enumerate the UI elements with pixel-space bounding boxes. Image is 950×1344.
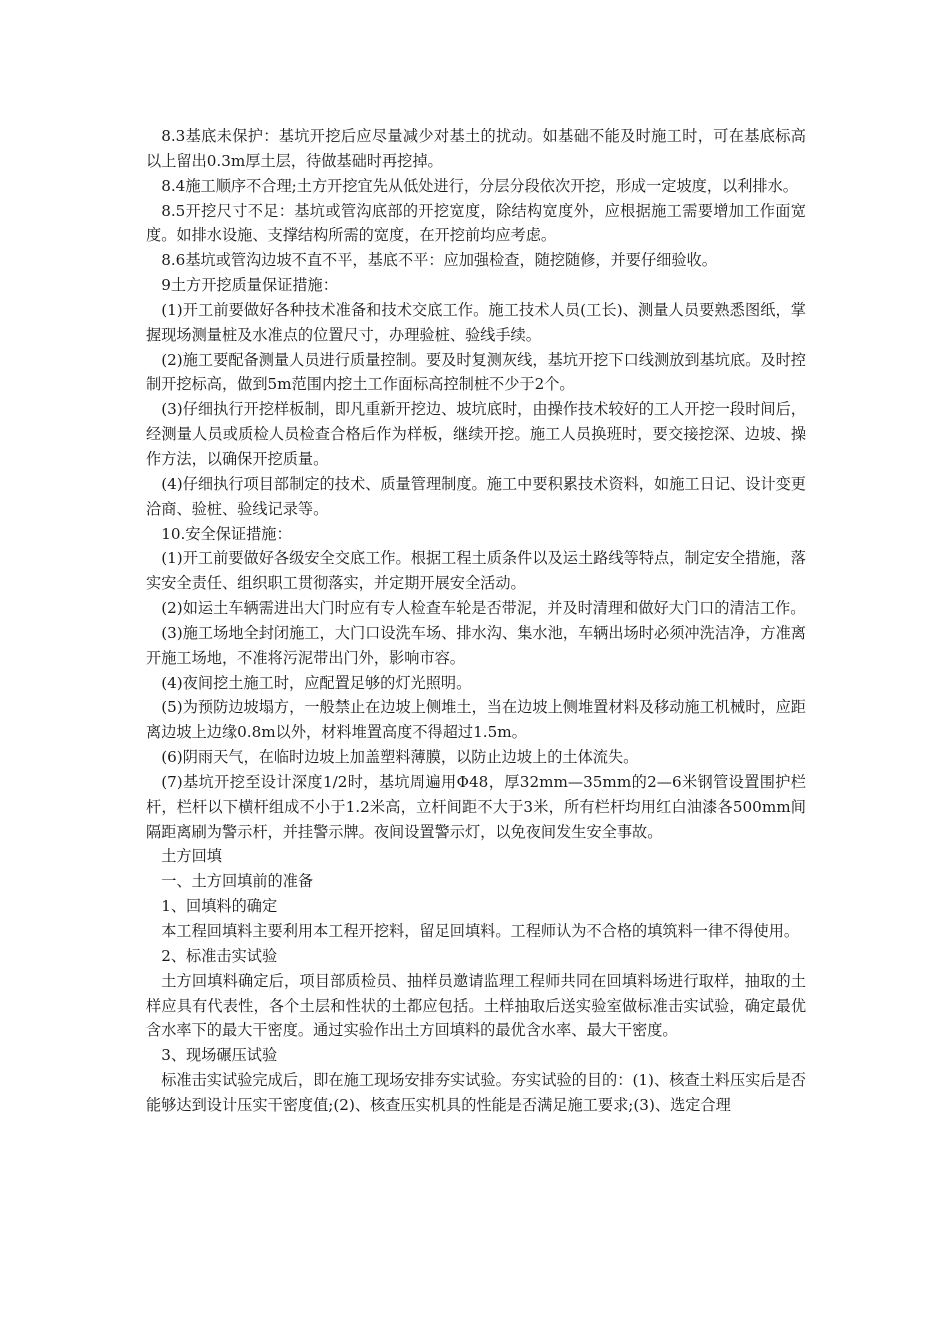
document-body <box>146 124 806 1118</box>
paragraph: (4)仔细执行项目部制定的技术、质量管理制度。施工中要积累技术资料，如施工日记、设计变更洽商、验桩、验线记录等。 <box>146 474 806 518</box>
subsection-heading: 1、回填料的确定 <box>161 897 278 916</box>
subsection-heading: 2、标准击实试验 <box>161 946 278 965</box>
paragraph: 8.4施工顺序不合理;土方开挖宜先从低处进行，分层分段依次开挖，形成一定坡度，以利排水。 <box>161 176 798 195</box>
section-heading: 9土方开挖质量保证措施： <box>161 276 338 295</box>
section-heading: 一、土方回填前的准备 <box>161 872 314 891</box>
paragraph: 标准击实试验完成后，即在施工现场安排夯实试验。夯实试验的目的：(1)、核查土料压实后是否能够达到设计压实干密度值;(2)、核查压实机具的性能是否满足施工要求;(3)、选定合理 <box>146 1071 806 1114</box>
paragraph: (5)为预防边坡塌方，一般禁止在边坡上侧堆土，当在边坡上侧堆置材料及移动施工机械时，应距离边坡上边缘0.8m以外，材料堆置高度不得超过1.5m。 <box>146 698 806 742</box>
paragraph: 土方回填料确定后，项目部质检员、抽样员邀请监理工程师共同在回填料场进行取样，抽取的土样应具有代表性，各个土层和性状的土都应包括。土样抽取后送实验室做标准击实试验，确定最优含水率下的最大干密度。通过实验作出土方回填料的最优含水率、最大干密度。 <box>146 971 806 1040</box>
paragraph: 8.5开挖尺寸不足：基坑或管沟底部的开挖宽度，除结构宽度外，应根据施工需要增加工作面宽度。如排水设施、支撑结构所需的宽度，在开挖前均应考虑。 <box>146 201 806 245</box>
paragraph: (3)施工场地全封闭施工，大门口设洗车场、排水沟、集水池，车辆出场时必须冲洗洁净，方准离开施工场地，不准将污泥带出门外，影响市容。 <box>146 623 806 667</box>
paragraph: (4)夜间挖土施工时，应配置足够的灯光照明。 <box>161 673 472 692</box>
paragraph: (3)仔细执行开挖样板制，即凡重新开挖边、坡坑底时，由操作技术较好的工人开挖一段时间后，经测量人员或质检人员检查合格后作为样板，继续开挖。施工人员换班时，要交接挖深、边坡、操作方法，以确保开挖质量。 <box>146 400 806 468</box>
paragraph: (1)开工前要做好各种技术准备和技术交底工作。施工技术人员(工长)、测量人员要熟悉图纸，掌握现场测量桩及水准点的位置尺寸，办理验桩、验线手续。 <box>146 300 806 344</box>
section-heading: 土方回填 <box>161 847 222 866</box>
section-heading: 10.安全保证措施： <box>161 524 292 543</box>
paragraph: (1)开工前要做好各级安全交底工作。根据工程土质条件以及运土路线等特点，制定安全措施，落实安全责任、组织职工贯彻落实，并定期开展安全活动。 <box>146 549 806 593</box>
paragraph: (2)如运土车辆需进出大门时应有专人检查车轮是否带泥，并及时清理和做好大门口的清洁工作。 <box>161 599 806 618</box>
paragraph: (2)施工要配备测量人员进行质量控制。要及时复测灰线，基坑开挖下口线测放到基坑底。及时控制开挖标高，做到5m范围内挖土工作面标高控制桩不少于2个。 <box>146 350 806 394</box>
paragraph: 8.3基底未保护：基坑开挖后应尽量减少对基土的扰动。如基础不能及时施工时，可在基底标高以上留出0.3m厚土层，待做基础时再挖掉。 <box>146 127 806 170</box>
paragraph: (7)基坑开挖至设计深度1/2时，基坑周遍用Φ48，厚32mm—35mm的2—6米钢管设置围护栏杆，栏杆以下横杆组成不小于1.2米高，立杆间距不大于3米，所有栏杆均用红白油漆各500mm间隔距离刷为警示杆，并挂警示牌。夜间设置警示灯，以免夜间发生安全事故。 <box>146 772 806 841</box>
subsection-heading: 3、现场碾压试验 <box>161 1046 278 1065</box>
paragraph: (6)阴雨天气，在临时边坡上加盖塑料薄膜，以防止边坡上的土体流失。 <box>161 748 639 767</box>
paragraph: 8.6基坑或管沟边坡不直不平，基底不平：应加强检查，随挖随修，并要仔细验收。 <box>161 251 717 270</box>
paragraph: 本工程回填料主要利用本工程开挖料，留足回填料。工程师认为不合格的填筑料一律不得使用。 <box>161 922 800 940</box>
